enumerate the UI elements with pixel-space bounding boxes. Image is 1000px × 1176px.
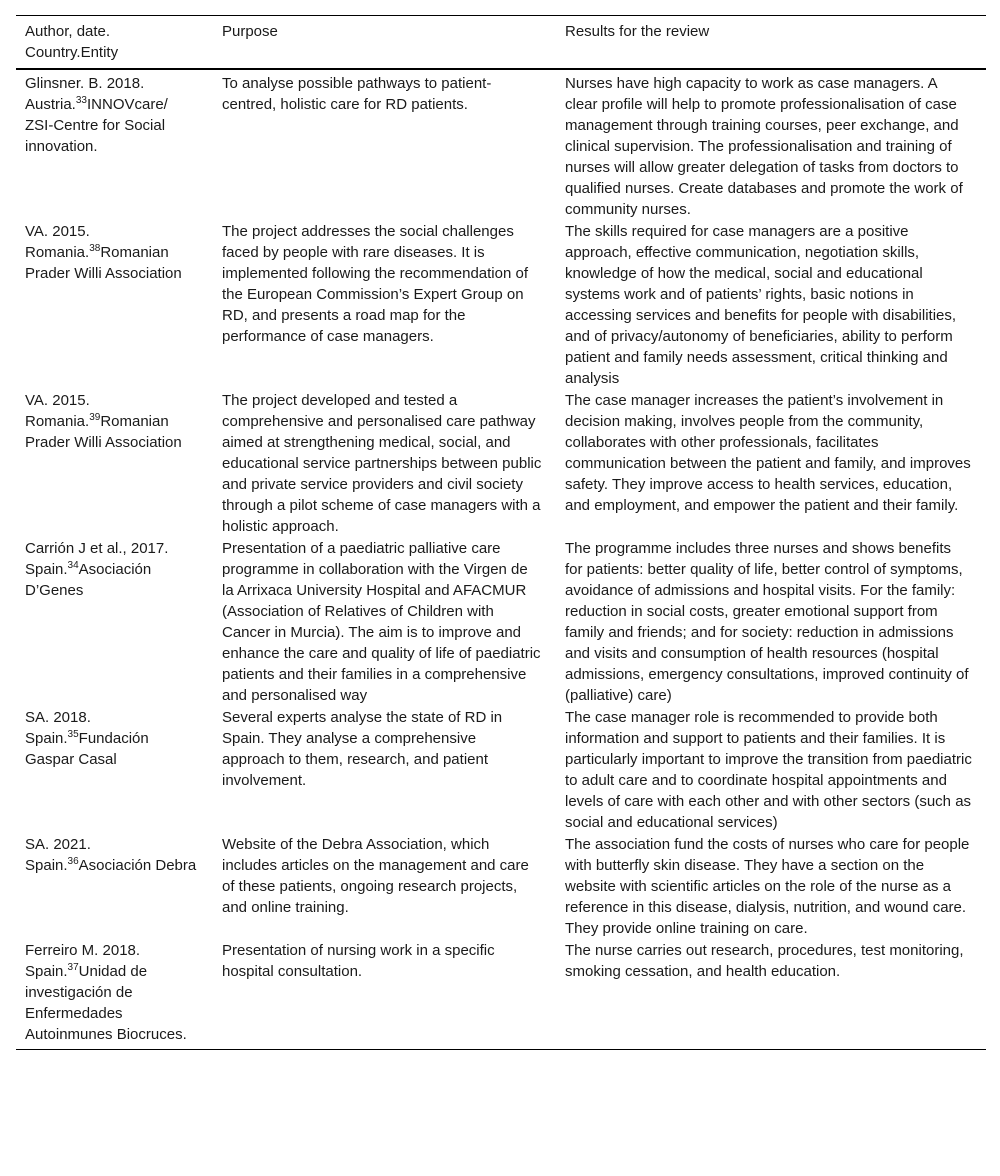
author-text: Ferreiro M. 2018. Spain.	[25, 942, 141, 980]
table-row	[16, 939, 986, 1050]
results-cell: The case manager increases the patient’s involvement in decision making, involves people from the community, collaborates with other professionals, facilitates communication between the patient and family, and improves safety. They improve access to health services, education, and employment, and empower the patient and their family.	[565, 392, 971, 514]
reference-number: 39	[89, 412, 101, 423]
results-cell: The programme includes three nurses and shows benefits for patients: better quality of life, better control of symptoms, avoidance of admissions and hospital visits. For the family: reduction in social costs, greater emotional support from family and friends; and for society: reduction in admissions and visits and consumption of health resources (hospital admissions, emergency consultations, improved continuity of (palliative) care)	[565, 540, 969, 704]
table-row	[16, 69, 986, 220]
purpose-cell: Website of the Debra Association, which includes articles on the management and care of these patients, ongoing research projects, and online training.	[222, 836, 529, 916]
author-cell	[16, 220, 213, 389]
table-row	[16, 389, 986, 537]
purpose-cell: The project developed and tested a comprehensive and personalised care pathway aimed at strengthening medical, social, and educational service partnerships between public and private service providers and civil society through a pilot scheme of case managers with a holistic approach.	[222, 392, 542, 535]
entity-text: Romanian Prader Willi Association	[25, 413, 182, 451]
reference-number: 37	[67, 962, 79, 973]
author-text: VA. 2015. Romania.	[25, 223, 90, 261]
table-row	[16, 537, 986, 706]
header-purpose: Purpose	[222, 23, 278, 40]
purpose-cell: Presentation of nursing work in a specific hospital consultation.	[222, 942, 495, 980]
header-row	[16, 16, 986, 70]
reference-number: 35	[67, 729, 79, 740]
results-cell: The association fund the costs of nurses who care for people with butterfly skin disease. They have a section on the website with scientific articles on the role of the nurse as a reference in this disease, dialysis, nutrition, and wound care. They provide online training on care.	[565, 836, 970, 937]
entity-text: Fundación Gaspar Casal	[25, 730, 149, 768]
results-cell: The case manager role is recommended to provide both information and support to patients and their families. It is particularly important to improve the transition from paediatric to adult care and to coordinate hospital appointments and levels of care with each other and with other sectors (such as social and educational services)	[565, 709, 972, 831]
table-row	[16, 706, 986, 833]
header-results: Results for the review	[565, 23, 710, 40]
reference-number: 38	[89, 243, 101, 254]
results-cell: The nurse carries out research, procedures, test monitoring, smoking cessation, and health education.	[565, 942, 964, 980]
table-row	[16, 220, 986, 389]
purpose-cell: The project addresses the social challenges faced by people with rare diseases. It is implemented following the recommendation of the European Commission’s Expert Group on RD, and presents a road map for the performance of case managers.	[222, 223, 528, 345]
table-body	[16, 69, 986, 1050]
author-text: VA. 2015. Romania.	[25, 392, 90, 430]
author-text: Carrión J et al., 2017. Spain.	[25, 540, 169, 578]
entity-text: Romanian Prader Willi Association	[25, 244, 182, 282]
author-text: SA. 2021. Spain.	[25, 836, 91, 874]
author-cell	[16, 706, 213, 833]
table-header	[16, 16, 986, 70]
author-cell	[16, 833, 213, 939]
reference-number: 34	[67, 560, 79, 571]
author-cell	[16, 939, 213, 1050]
reference-number: 36	[67, 856, 79, 867]
author-cell	[16, 69, 213, 220]
entity-text: Unidad de investigación de Enfermedades Autoinmunes Biocruces.	[25, 963, 187, 1043]
reference-number: 33	[75, 95, 87, 106]
results-cell: Nurses have high capacity to work as case managers. A clear profile will help to promote professionalisation of case management through training courses, peer exchange, and clinical supervision. The professionalisation and training of nurses will allow greater delegation of tasks from doctors to qualified nurses. Create databases and promote the work of community nurses.	[565, 75, 963, 218]
purpose-cell: Presentation of a paediatric palliative care programme in collaboration with the Virgen de la Arrixaca University Hospital and AFACMUR (Association of Relatives of Children with Cancer in Murcia). The aim is to improve and enhance the care and quality of life of paediatric patients and their families in a comprehensive and personalised way	[222, 540, 541, 704]
header-author: Author, date. Country.Entity	[25, 23, 119, 61]
author-cell	[16, 389, 213, 537]
entity-text: INNOVcare/ ZSI-Centre for Social innovation.	[25, 96, 168, 155]
entity-text: Asociación Debra	[78, 857, 197, 874]
purpose-cell: Several experts analyse the state of RD in Spain. They analyse a comprehensive approach to them, research, and patient involvement.	[222, 709, 503, 789]
table-row	[16, 833, 986, 939]
author-text: Glinsner. B. 2018. Austria.	[25, 75, 145, 113]
author-text: SA. 2018. Spain.	[25, 709, 91, 747]
entity-text: Asociación D’Genes	[25, 561, 152, 599]
results-cell: The skills required for case managers are a positive approach, effective communication, negotiation skills, knowledge of how the medical, social and educational systems work and of patients’ rights, basic notions in accessing services and benefits for people with disabilities, and of privacy/autonomy of beneficiaries, ability to perform patient and family needs assessment, critical thinking and analysis	[565, 223, 957, 387]
author-cell	[16, 537, 213, 706]
purpose-cell: To analyse possible pathways to patient-centred, holistic care for RD patients.	[222, 75, 492, 113]
review-table	[16, 15, 986, 1050]
